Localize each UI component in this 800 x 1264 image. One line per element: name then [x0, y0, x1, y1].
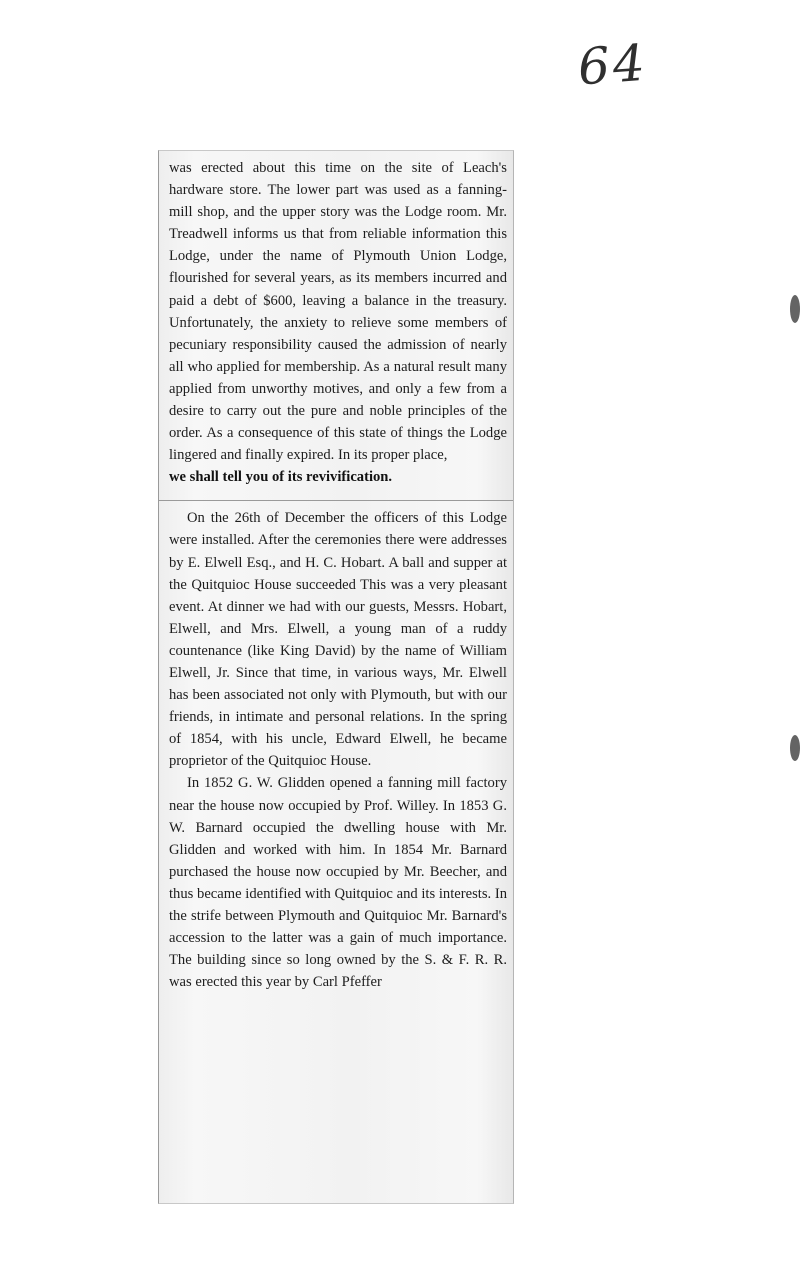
article-paragraph-1: was erected about this time on the site of Leach's hardware store. The lower part was used as a fanning-mill shop, and the upper story was the Lodge room. Mr. Treadwell informs us that from reliable information this Lodge, under the name of Plymouth Union Lodge, flourished for several years, as its members incurred and paid a debt of $600, leaving a balance in the treasury. Unfortunately, the anxiety to relieve some members of pecuniary responsibility caused the admission of nearly all who applied for membership. As a natural result many applied from unworthy motives, and only a few from a desire to carry out the pure and noble principles of the order. As a consequence of this state of things the Lodge lingered and finally expired. In its proper place,	[169, 160, 507, 464]
section-divider	[159, 488, 513, 501]
page-edge-mark	[790, 295, 800, 323]
article-paragraph-3: In 1852 G. W. Glidden opened a fanning mill factory near the house now occupied by Prof. Willey. In 1853 G. W. Barnard occupied the dwelling house with Mr. Glidden and worked with him. In 1854 Mr. Barnard purchased the house now occupied by Mr. Beecher, and thus became identified with Quitquioc and its interests. In the strife between Plymouth and Quitquioc Mr. Barnard's accession to the latter was a gain of much importance. The building since so long owned by the S. & F. R. R. was erected this year by Carl Pfeffer	[169, 775, 507, 991]
page-edge-mark	[790, 735, 800, 761]
handwritten-page-number: 64	[576, 33, 650, 97]
article-paragraph-2: On the 26th of December the officers of this Lodge were installed. After the ceremonies there were addresses by E. Elwell Esq., and H. C. Hobart. A ball and supper at the Quitquioc House succeeded This was a very pleasant event. At dinner we had with our guests, Messrs. Hobart, Elwell, and Mrs. Elwell, a young man of a ruddy countenance (like King David) by the name of William Elwell, Jr. Since that time, in various ways, Mr. Elwell has been associated not only with Plymouth, but with our friends, in intimate and personal relations. In the spring of 1854, with his uncle, Edward Elwell, he became proprietor of the Quitquioc House.	[169, 510, 507, 770]
newspaper-clipping	[158, 150, 514, 1204]
article-bold-line: we shall tell you of its revivification.	[169, 469, 393, 486]
